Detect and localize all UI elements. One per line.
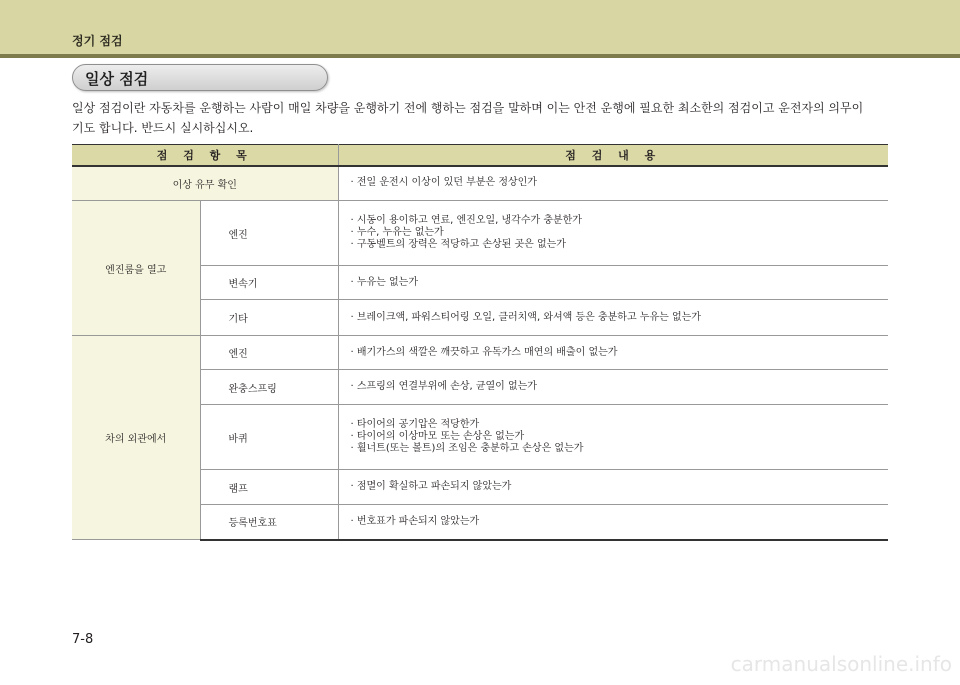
sub-item-other: 기타 xyxy=(200,300,338,336)
content-wheels xyxy=(338,405,888,470)
table-row xyxy=(72,336,888,370)
sub-item-suspension-spring: 완충스프링 xyxy=(200,370,338,405)
content-line: · 누유는 없는가 xyxy=(350,276,418,288)
content-lamps xyxy=(338,470,888,505)
sub-item-exhaust-engine: 엔진 xyxy=(200,336,338,370)
sub-item-transmission: 변속기 xyxy=(200,266,338,300)
sub-item-engine: 엔진 xyxy=(200,201,338,266)
item-warning-check: 이상 유무 확인 xyxy=(72,166,338,201)
header-rule xyxy=(0,54,960,58)
content-line: · 타이어의 공기압은 적당한가 xyxy=(350,419,480,430)
content-engine xyxy=(338,201,888,266)
content-exhaust xyxy=(338,336,888,370)
content-other xyxy=(338,300,888,336)
header-inspection-item: 점 검 항 목 xyxy=(72,145,338,166)
content-line: · 스프링의 연결부위에 손상, 균열이 없는가 xyxy=(350,381,537,392)
sub-item-wheels: 바퀴 xyxy=(200,405,338,470)
content-line: · 누수, 누유는 없는가 xyxy=(350,227,444,238)
table-header-row xyxy=(72,145,888,166)
group-engine-room: 엔진룸을 열고 xyxy=(72,201,200,336)
table-row xyxy=(72,166,888,201)
content-line: · 시동이 용이하고 연료, 엔진오일, 냉각수가 충분한가 xyxy=(350,215,582,226)
content-line: · 휠너트(또는 볼트)의 조임은 충분하고 손상은 없는가 xyxy=(350,443,584,454)
content-line: · 배기가스의 색깔은 깨끗하고 유독가스 매연의 배출이 없는가 xyxy=(350,346,618,358)
sub-item-lamps: 램프 xyxy=(200,470,338,505)
content-transmission xyxy=(338,266,888,300)
group-exterior: 차의 외관에서 xyxy=(72,336,200,540)
inspection-table xyxy=(72,144,888,541)
content-warning-check: · 전일 운전시 이상이 있던 부분은 정상인가 xyxy=(338,166,888,201)
chapter-title: 정기 점검 xyxy=(72,34,123,48)
intro-line-1: 일상 점검이란 자동차를 운행하는 사람이 매일 차량을 운행하기 전에 행하는 점검을 말하며 이는 안전 운행에 필요한 최소한의 점검이고 운전자의 의무이 xyxy=(72,101,864,115)
page-number: 7-8 xyxy=(72,632,94,647)
content-line: · 점멸이 확실하고 파손되지 않았는가 xyxy=(350,481,512,492)
content-line: · 구동벨트의 장력은 적당하고 손상된 곳은 없는가 xyxy=(350,239,566,250)
table-row xyxy=(72,201,888,266)
header-inspection-content: 점 검 내 용 xyxy=(338,145,888,166)
content-line: · 번호표가 파손되지 않았는가 xyxy=(350,515,480,527)
intro-line-2: 기도 합니다. 반드시 실시하십시오. xyxy=(72,121,254,135)
header-band xyxy=(0,0,960,54)
section-title: 일상 점검 xyxy=(85,70,149,88)
content-license-plate xyxy=(338,505,888,540)
content-suspension-spring xyxy=(338,370,888,405)
content-line: · 브레이크액, 파워스티어링 오일, 클러치액, 와셔액 등은 충분하고 누유는 없는가 xyxy=(350,311,701,323)
content-line: · 타이어의 이상마모 또는 손상은 없는가 xyxy=(350,431,525,442)
section-title-badge xyxy=(72,64,328,91)
intro-paragraph xyxy=(72,98,892,138)
sub-item-license-plate: 등록번호표 xyxy=(200,505,338,540)
watermark: carmanualsonline.info xyxy=(730,652,952,676)
